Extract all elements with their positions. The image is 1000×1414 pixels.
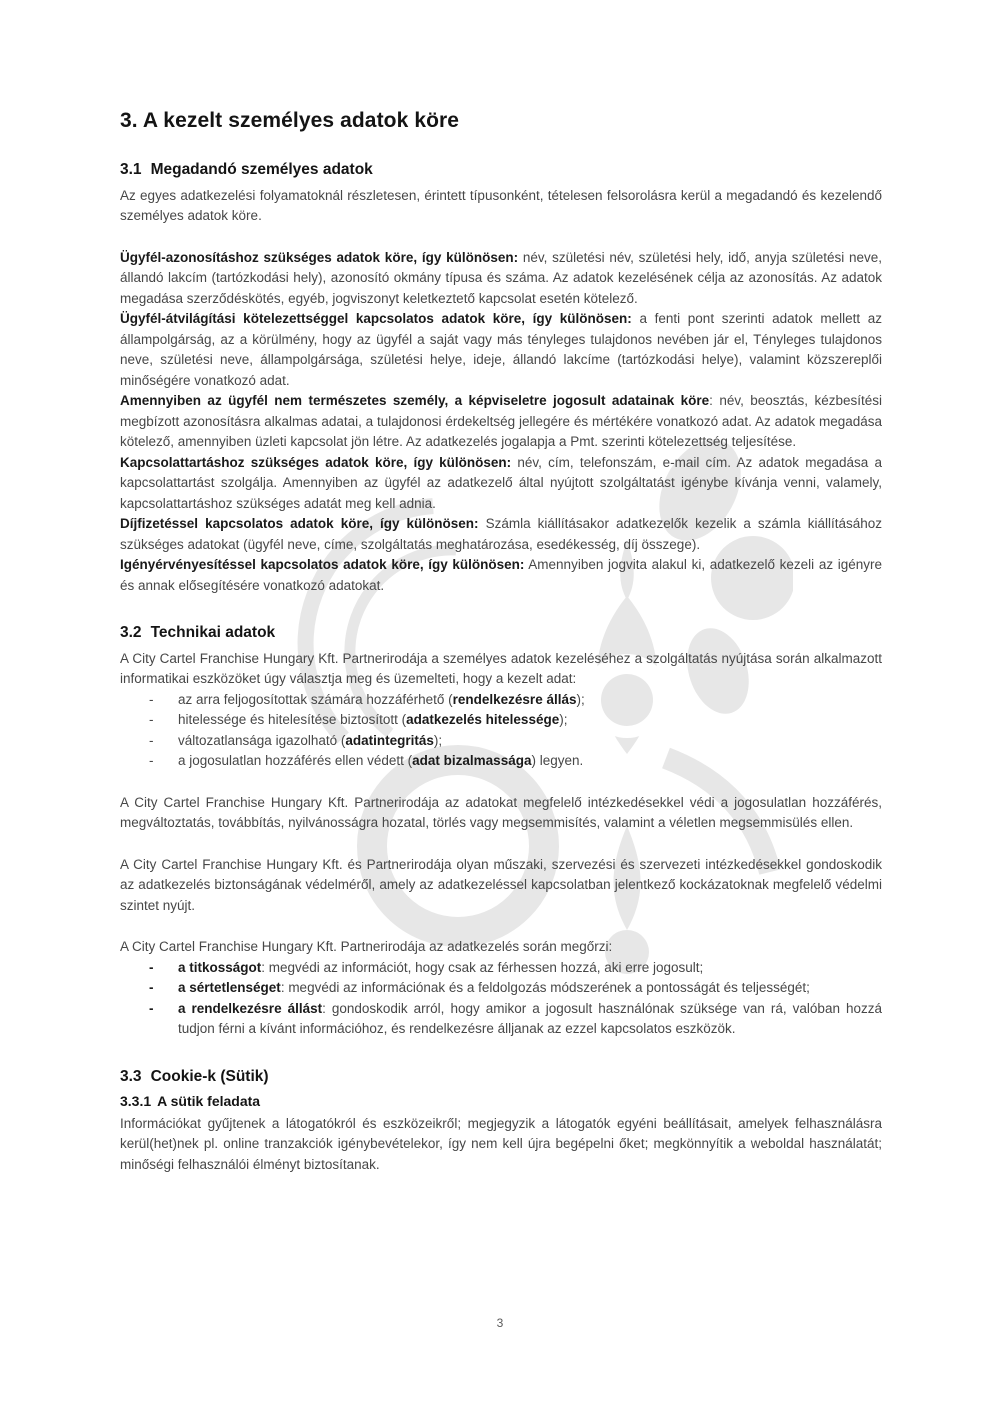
list-item: - változatlansága igazolható (adatintegritás); [120,731,882,752]
section-heading-text: Cookie-k (Sütik) [150,1067,269,1085]
dash-bullet: - [149,980,154,996]
section-3-3-heading [120,1067,882,1086]
section-cookie-k [120,1067,882,1175]
paragraph-dijfizetes: Díjfizetéssel kapcsolatos adatok köre, így különösen: Számla kiállításakor adatkezelők kezelik a számla kiállításához szükséges adatokat (ügyfél neve, címe, szolgáltatás meghatározása, esedékesség, díj összege). [120,516,883,552]
paragraph-kepviseletre-jogosult: Amennyiben az ügyfél nem természetes személy, a képviseletre jogosult adatainak köre: név, beosztás, kézbesítési megbízott azonosításra alkalmas adatai, a tulajdonosi érdekeltség jellegére és mértékére vonatkozó adat. Az adatok megadása kötelező, amennyiben üzleti kapcsolat jön létre. Az adatkezelés jogalapja a Pmt. szerinti kötelezettség teljesítése. [120,393,882,450]
page-number: 3 [496,1316,504,1330]
dash-bullet: - [149,732,154,748]
subsection-heading-text: A sütik feladata [157,1093,261,1110]
list-item: - az arra feljogosítottak számára hozzáférhető (rendelkezésre állás); [120,690,882,711]
paragraph-intezkedesek: A City Cartel Franchise Hungary Kft. és Partnerirodája olyan műszaki, szervezési és szervezeti intézkedésekkel gondoskodik az adatkezelés biztonságának védelméről, amely az adatkezeléssel kapcsolatban jelentkező kockázatoknak megfelelő védelmi szintet nyújt. [120,856,882,913]
dash-bullet: - [149,753,154,769]
list-item: - a sértetlenséget: megvédi az információnak és a feldolgozás módszerének a pontosságát és teljességét; [120,978,882,999]
section-megadando-szemelyes-adatok [120,160,882,596]
paragraph-ugyfel-azonositas: Ügyfél-azonosításhoz szükséges adatok köre, így különösen: név, születési név, születési hely, idő, anyja születési neve, állandó lakcím (tartózkodási hely), azonosító okmány típusa és száma. Az adatok kezelésének célja az azonosítás. Az adatok megadása szerződéskötés, egyéb, jogviszonyt keletkeztető kapcsolat esetén kötelező. [120,249,882,306]
page-footer [0,1314,1000,1332]
section-3-2-heading [120,623,882,642]
list-item: - a rendelkezésre állást: gondoskodik arról, hogy amikor a jogosult használónak szüksége van rá, valóban hozzá tudjon férni a kívánt információhoz, és rendelkezésre álljanak az ezzel kapcsolatos eszközök. [149,1000,882,1037]
paragraph-megorzi-intro: A City Cartel Franchise Hungary Kft. Partnerirodája az adatkezelés során megőrzi: [120,939,613,955]
paragraph-intro-3-1: Az egyes adatkezelési folyamatoknál részletesen, érintett típusonként, tételesen felsorolásra kerül a megadandó és kezelendő személyes adatok köre. [120,187,882,224]
dash-bullet: - [149,959,154,975]
dash-bullet: - [149,1000,154,1016]
dash-bullet: - [149,691,154,707]
page-title: 3. A kezelt személyes adatok köre [120,109,460,132]
spacer [120,916,882,937]
paragraph-sutik-feladata: Információkat gyűjtenek a látogatókról és eszközeikről; megjegyzik a látogatók egyéni beállításait, amelyek felhasználásra kerül(het)nek pl. online tranzakciók igénybevételekor, így nem kell újra begépelni őket; megkönnyítik a weboldal használatát; minőségi felhasználói élményt biztosítanak. [120,1115,882,1172]
paragraph-intro-3-2: A City Cartel Franchise Hungary Kft. Partnerirodája a személyes adatok kezeléséhez a szolgáltatás nyújtása során alkalmazott informatikai eszközöket úgy választja meg és üzemelteti, hogy a kezelt adat: [120,650,882,687]
section-heading-text: Technikai adatok [150,624,276,642]
spacer [120,772,882,793]
paragraph-kapcsolattartas: Kapcsolattartáshoz szükséges adatok köre, így különösen: név, cím, telefonszám, e-mail cím. Az adatok megadása a kapcsolattartást szolgálja. Amennyiben az ügyfél az adatkezelő által nyújtott szolgáltatást igénybe kívánja venni, valamely, kapcsolattartáshoz szükséges adatát meg kell adnia. [120,454,882,511]
paragraph-adatvedelem: A City Cartel Franchise Hungary Kft. Partnerirodája az adatokat megfelelő intézkedésekkel védi a jogosulatlan hozzáférés, megváltoztatás, továbbítás, nyilvánosságra hozatal, törlés vagy megsemmisítés, valamint a véletlen megsemmisülés ellen. [120,794,882,831]
list-item: - a titkosságot: megvédi az információt, hogy csak az férhessen hozzá, aki erre jogosult; [120,958,882,979]
section-technikai-adatok [120,623,882,1040]
section-number: 3.1 [120,161,142,179]
dash-bullet: - [149,712,154,728]
requirements-list [120,690,882,772]
paragraph-igenyervenyesites: Igényérvényesítéssel kapcsolatos adatok köre, így különösen: Amennyiben jogvita alakul ki, adatkezelő kezeli az igényre és annak elősegítésére vonatkozó adatokat. [120,557,882,593]
section-number: 3.2 [120,624,142,642]
paragraph-ugyfel-atvilagitas: Ügyfél-átvilágítási kötelezettséggel kapcsolatos adatok köre, így különösen: a fenti pont szerinti adatok mellett az állampolgárság, az a körülmény, hogy az ügyfél a saját vagy más tényleges tulajdonos nevében jár el, Tényleges tulajdonos neve, születési neve, állampolgársága, születési helye, ideje, állandó lakcíme (tartózkodási helye), valamint közszereplői minőségére vonatkozó adat. [120,311,882,388]
section-heading-text: Megadandó személyes adatok [150,161,373,179]
section-number: 3.3 [120,1067,142,1085]
list-item: - a jogosulatlan hozzáférés ellen védett (adat bizalmassága) legyen. [120,751,882,772]
list-item: - hitelessége és hitelesítése biztosított (adatkezelés hitelessége); [120,710,882,731]
preserve-list [120,958,882,1040]
subsection-number: 3.3.1 [120,1093,152,1110]
spacer [120,834,882,855]
section-3-1-heading [120,160,882,179]
spacer [120,227,882,248]
section-3-3-1-heading [120,1092,882,1110]
